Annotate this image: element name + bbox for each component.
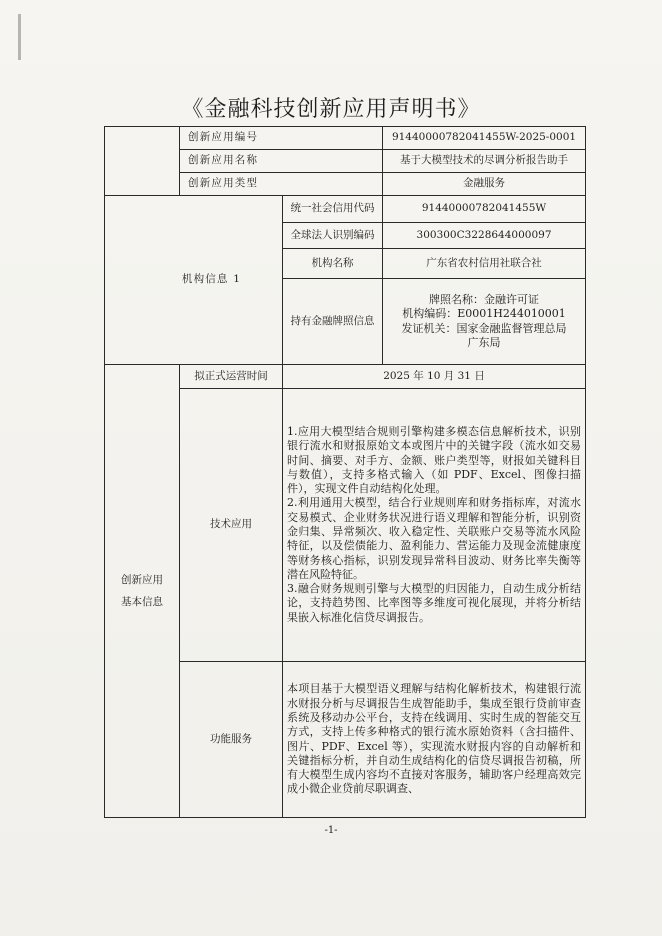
function-label: 功能服务 [180,662,283,818]
app-name-value: 基于大模型技术的尽调分析报告助手 [383,150,586,173]
page-number: -1- [324,825,338,836]
institution-section-label: 机构信息 1 [105,196,283,365]
app-type-label: 创新应用类型 [180,173,383,196]
tech-label: 技术应用 [180,389,283,662]
row-credit-code [105,196,586,223]
license-name: 牌照名称：金融许可证 [429,292,540,306]
app-type-value: 金融服务 [383,173,586,196]
basic-info-label-line2: 基本信息 [121,596,163,608]
scan-edge-mark [18,14,21,60]
tech-paragraph-1: 1.应用大模型结合规则引擎构建多模态信息解析技术，识别银行流水和财报原始文本或图片中的关键字段（流水如交易时间、摘要、对手方、金额、账户类型等，财报如关键科目与数值），支持多格式输入（如 PDF、Excel、图像扫描件），实现文件自动结构化处理。 [287,424,582,496]
blank-cell [105,127,180,196]
tech-paragraph-3: 3.融合财务规则引擎与大模型的归因能力，自动生成分析结论，支持趋势图、比率图等多维度可视化展现，并将分析结果嵌入标准化信贷尽调报告。 [287,582,582,624]
app-name-label: 创新应用名称 [180,150,383,173]
credit-code-label: 统一社会信用代码 [283,196,383,223]
launch-value: 2025 年 10 月 31 日 [283,365,586,389]
license-issuer: 发证机关：国家金融监督管理总局 [401,321,567,335]
row-app-no [105,127,586,150]
app-no-label: 创新应用编号 [180,127,383,150]
basic-info-label-line1: 创新应用 [121,574,163,586]
declaration-table [104,126,586,818]
license-label: 持有金融牌照信息 [283,279,383,365]
tech-content [283,389,586,662]
credit-code-value: 91440000782041455W [383,196,586,223]
app-no-value: 91440000782041455W-2025-0001 [383,127,586,150]
lei-value: 300300C3228644000097 [383,223,586,249]
license-issuer-cont: 广东局 [467,335,501,349]
license-info [383,279,586,365]
document-title: 《金融科技创新应用声明书》 [181,97,481,122]
row-launch [105,365,586,389]
institution-name-label: 机构名称 [283,249,383,279]
institution-name-value: 广东省农村信用社联合社 [383,249,586,279]
launch-label: 拟正式运营时间 [180,365,283,389]
license-code: 机构编码：E0001H244010001 [402,307,566,321]
lei-label: 全球法人识别编码 [283,223,383,249]
tech-paragraph-2: 2.利用通用大模型，结合行业规则库和财务指标库，对流水交易模式、企业财务状况进行语义理解和智能分析，识别资金归集、异常频次、收入稳定性、关联账户交易等流水风险特征，以及偿债能力、盈利能力、营运能力及现金流健康度等财务核心指标，识别发现异常科目波动、财务比率失衡等潜在风险特征。 [287,496,582,581]
function-content [283,662,586,818]
basic-info-label [105,365,180,818]
function-paragraph: 本项目基于大模型语义理解与结构化解析技术，构建银行流水财报分析与尽调报告生成智能助手，集成至银行贷前审查系统及移动办公平台，支持在线调用、实时生成的智能交互方式，支持上传多种格式的银行流水原始资料（含扫描件、图片、PDF、Excel 等），实现流水财报内容的自动解析和关键指标分析，并自动生成结构化的信贷尽调报告初稿，所有大模型生成内容均不直接对客服务，辅助客户经理高效完成小微企业贷前尽职调查、 [287,682,582,796]
